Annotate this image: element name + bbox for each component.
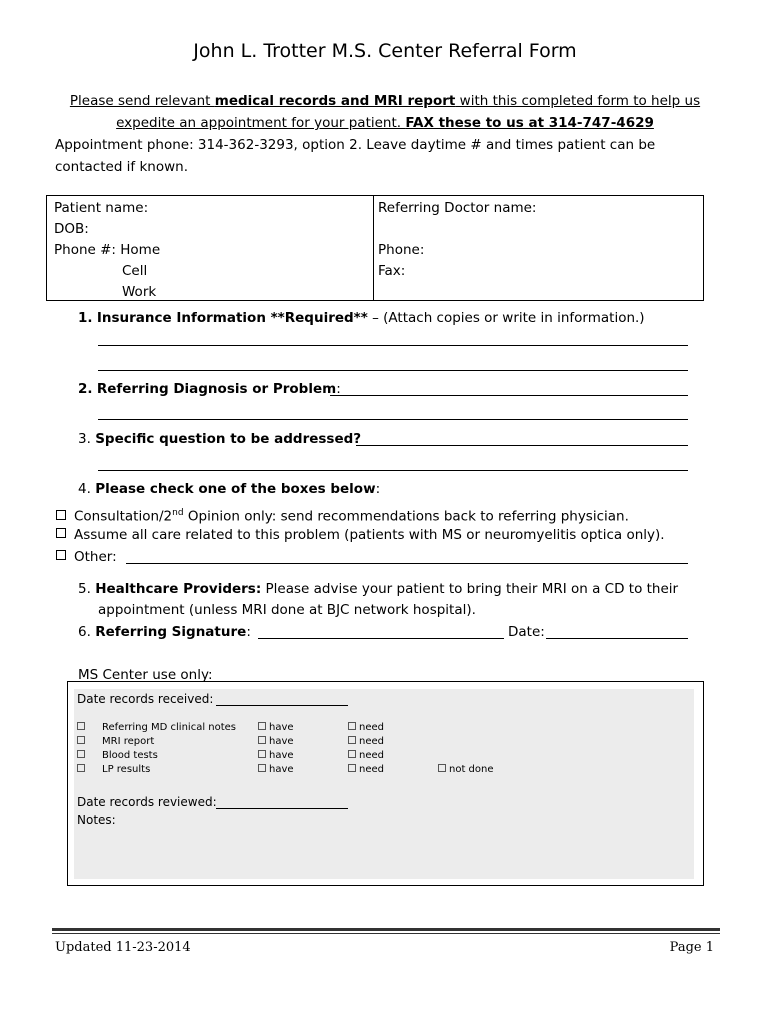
- question-line-2[interactable]: [98, 470, 688, 471]
- patient-name-label[interactable]: Patient name:: [54, 200, 149, 216]
- date-reviewed-line[interactable]: [216, 808, 348, 809]
- insurance-line-1[interactable]: [98, 345, 688, 346]
- phone-home-label[interactable]: Phone #: Home: [54, 242, 161, 258]
- phone-work-label[interactable]: Work: [122, 284, 157, 300]
- signature-label: 6. Referring Signature:: [78, 624, 251, 640]
- dob-label[interactable]: DOB:: [54, 221, 89, 237]
- page-title: John L. Trotter M.S. Center Referral Form: [193, 40, 577, 62]
- list-item[interactable]: MRI report: [77, 736, 154, 747]
- phone-cell-label[interactable]: Cell: [122, 263, 148, 279]
- insurance-heading: 1. Insurance Information **Required** – (Attach copies or write in information.): [78, 310, 645, 326]
- doctor-fax-label[interactable]: Fax:: [378, 263, 406, 279]
- question-heading: 3. Specific question to be addressed?: [78, 431, 362, 447]
- ms-center-heading: MS Center use only:: [78, 667, 213, 683]
- list-item[interactable]: Blood tests: [77, 750, 158, 761]
- date-received-label: Date records received:: [77, 692, 214, 706]
- check-boxes-heading: 4. Please check one of the boxes below:: [78, 481, 381, 497]
- date-label: Date:: [508, 624, 545, 640]
- list-item[interactable]: Referring MD clinical notes: [77, 722, 236, 733]
- other-line[interactable]: [126, 563, 688, 564]
- healthcare-providers-line2: appointment (unless MRI done at BJC network hospital).: [98, 602, 476, 618]
- patient-info-table: [46, 195, 704, 301]
- diagnosis-line-1[interactable]: [330, 395, 688, 396]
- ms-center-box: Date records received: Referring MD clinical notes have need MRI report have need Blood tests have need LP results have need not done Date records reviewed: Notes:: [67, 681, 704, 886]
- footer-rule: [52, 928, 720, 931]
- signature-line[interactable]: [258, 638, 504, 639]
- insurance-line-2[interactable]: [98, 370, 688, 371]
- doctor-phone-label[interactable]: Phone:: [378, 242, 425, 258]
- appointment-phone-text: Appointment phone: 314-362-3293, option 2. Leave daytime # and times patient can be: [55, 137, 656, 153]
- date-line[interactable]: [546, 638, 688, 639]
- question-line-1[interactable]: [356, 445, 688, 446]
- option-other[interactable]: Other:: [56, 547, 117, 567]
- consultation-checkbox[interactable]: [56, 510, 66, 520]
- option-assume-care[interactable]: Assume all care related to this problem (patients with MS or neuromyelitis optica only).: [56, 525, 665, 545]
- assume-care-checkbox[interactable]: [56, 528, 66, 538]
- date-reviewed-label: Date records reviewed:: [77, 795, 217, 809]
- option-consultation[interactable]: Consultation/2nd Opinion only: send recommendations back to referring physician.: [56, 503, 629, 527]
- updated-date: Updated 11-23-2014: [55, 940, 191, 955]
- other-checkbox[interactable]: [56, 550, 66, 560]
- date-received-line[interactable]: [216, 705, 348, 706]
- ms-center-shaded-area: [74, 689, 694, 879]
- diagnosis-line-2[interactable]: [98, 419, 688, 420]
- healthcare-providers-text: 5. Healthcare Providers: Please advise your patient to bring their MRI on a CD to their: [78, 581, 679, 597]
- page-number: Page 1: [669, 940, 714, 955]
- notes-label: Notes:: [77, 813, 116, 827]
- list-item[interactable]: LP results: [77, 764, 150, 775]
- intro-text: Please send relevant medical records and MRI report with this completed form to help us expedite an appointment for your patient. FAX these to us at 314-747-4629 Appointment phone: 314-362-3293, option 2. Leave daytime # and times patient can be contacted if known.: [55, 90, 715, 178]
- diagnosis-heading: 2. Referring Diagnosis or Problem:: [78, 381, 341, 397]
- referring-doctor-label[interactable]: Referring Doctor name:: [378, 200, 537, 216]
